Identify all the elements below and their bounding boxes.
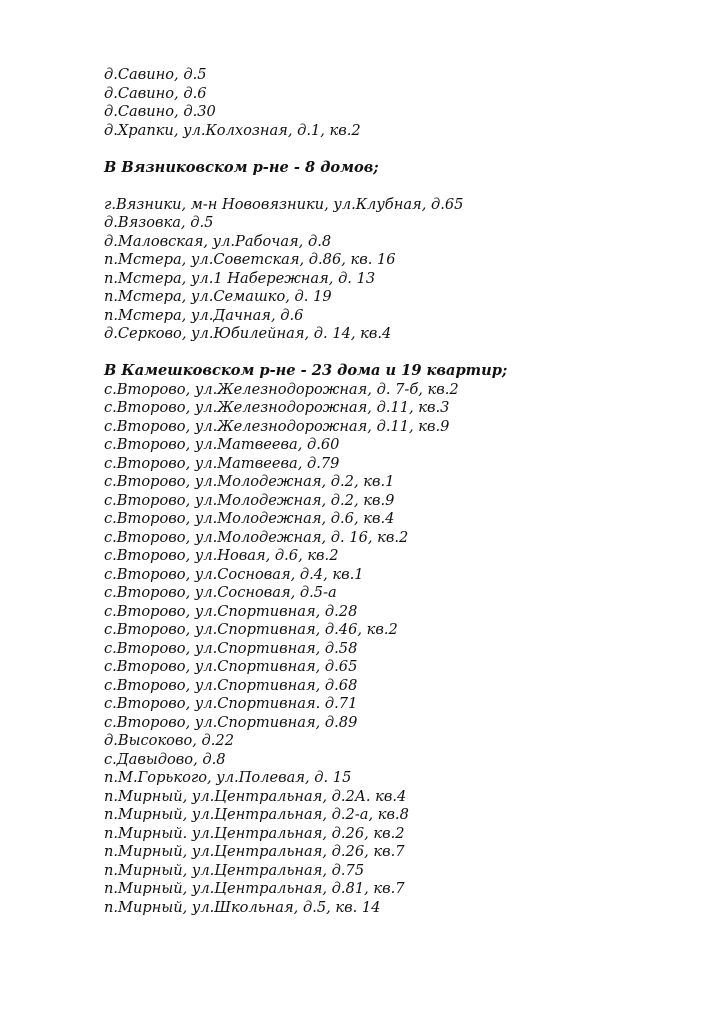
address-line: с.Второво, ул.Спортивная, д.46, кв.2 (104, 621, 398, 638)
address-line: д.Савино, д.30 (104, 103, 216, 120)
address-line: д.Савино, д.6 (104, 84, 207, 102)
address-line: п.Мирный, ул.Центральная, д.26, кв.7 (104, 843, 405, 860)
spacer (104, 140, 704, 159)
address-line: д.Вязовка, д.5 (104, 214, 214, 231)
section-heading-kameshkovsky: В Камешковском р-не - 23 дома и 19 квартир; (104, 362, 508, 379)
address-line: д.Серково, ул.Юбилейная, д. 14, кв.4 (104, 325, 392, 342)
address-line: с.Второво, ул.Сосновая, д.4, кв.1 (104, 565, 364, 583)
address-line: п.Мстера, ул.1 Набережная, д. 13 (104, 269, 376, 287)
address-line: п.Мирный. ул.Центральная, д.26, кв.2 (104, 824, 405, 842)
address-line: д.Савино, д.5 (104, 66, 207, 83)
document-page (104, 66, 704, 917)
address-list-vyaznikovsky (104, 196, 704, 344)
address-line: с.Второво, ул.Железнодорожная, д.11, кв.3 (104, 399, 450, 416)
address-line: п.Мирный, ул.Центральная, д.2А. кв.4 (104, 787, 407, 805)
address-line: п.М.Горького, ул.Полевая, д. 15 (104, 769, 352, 786)
address-line: п.Мстера, ул.Советская, д.86, кв. 16 (104, 251, 396, 268)
address-line: с.Второво, ул.Спортивная, д.89 (104, 713, 358, 731)
address-line: г.Вязники, м-н Нововязники, ул.Клубная, д.65 (104, 195, 464, 213)
address-line: с.Второво, ул.Спортивная, д.68 (104, 676, 358, 694)
address-line: с.Давыдово, д.8 (104, 750, 226, 768)
address-line: с.Второво, ул.Спортивная, д.28 (104, 602, 358, 620)
address-line: д.Высоково, д.22 (104, 732, 234, 749)
address-line: п.Мстера, ул.Семашко, д. 19 (104, 288, 332, 305)
address-line: с.Второво, ул.Спортивная. д.71 (104, 695, 358, 712)
address-line: с.Второво, ул.Молодежная, д.2, кв.1 (104, 473, 395, 490)
address-line: д.Храпки, ул.Колхозная, д.1, кв.2 (104, 121, 361, 139)
address-line: с.Второво, ул.Молодежная, д.2, кв.9 (104, 491, 395, 509)
address-line: п.Мирный, ул.Школьная, д.5, кв. 14 (104, 898, 381, 916)
address-line: с.Второво, ул.Матвеева, д.60 (104, 436, 340, 453)
address-line: с.Второво, ул.Матвеева, д.79 (104, 454, 340, 472)
address-line: п.Мирный, ул.Центральная, д.81, кв.7 (104, 880, 405, 897)
address-line: с.Второво, ул.Молодежная, д.6, кв.4 (104, 510, 395, 527)
address-list-kameshkovsky (104, 381, 704, 918)
address-line: с.Второво, ул.Спортивная, д.65 (104, 658, 358, 675)
address-line: с.Второво, ул.Спортивная, д.58 (104, 639, 358, 657)
section-heading-vyaznikovsky: В Вязниковском р-не - 8 домов; (104, 158, 379, 176)
address-line: д.Маловская, ул.Рабочая, д.8 (104, 232, 332, 250)
address-line: с.Второво, ул.Сосновая, д.5-а (104, 584, 337, 601)
address-line: п.Мирный, ул.Центральная, д.75 (104, 861, 365, 879)
address-line: п.Мирный, ул.Центральная, д.2-а, кв.8 (104, 806, 409, 823)
address-line: с.Второво, ул.Новая, д.6, кв.2 (104, 547, 339, 564)
spacer (104, 344, 704, 363)
address-line: с.Второво, ул.Железнодорожная, д. 7-б, кв.2 (104, 380, 459, 398)
address-line: п.Мстера, ул.Дачная, д.6 (104, 306, 304, 324)
address-list-continued (104, 66, 704, 140)
spacer (104, 177, 704, 196)
address-line: с.Второво, ул.Железнодорожная, д.11, кв.9 (104, 417, 450, 435)
address-line: с.Второво, ул.Молодежная, д. 16, кв.2 (104, 528, 409, 546)
